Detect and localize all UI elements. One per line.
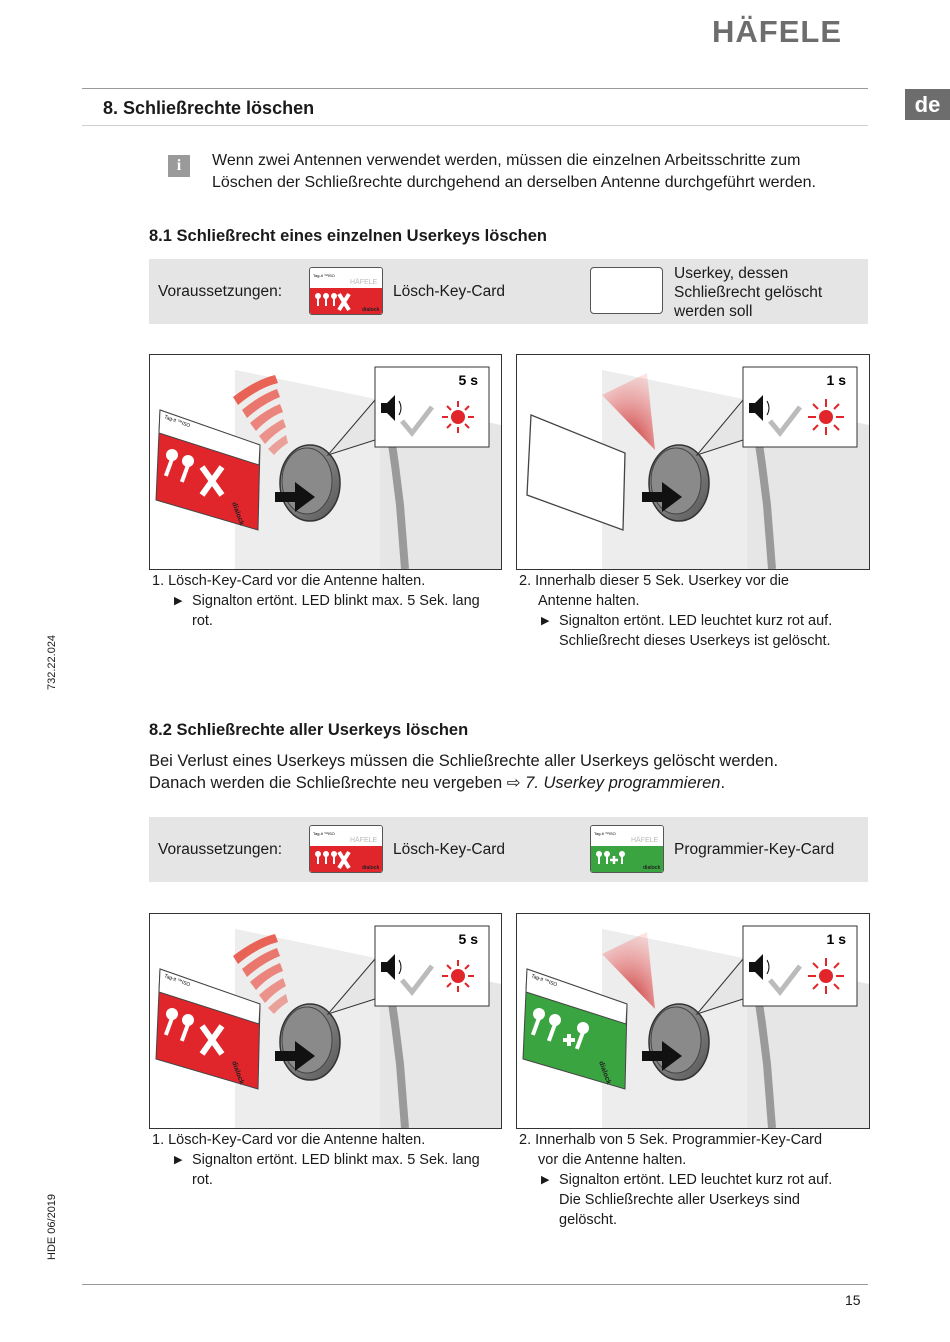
bullet-triangle-icon: ▶ [174,595,183,607]
section-rule [82,125,868,126]
card-brand-text: HÄFELE [350,837,378,844]
card-small-text: Tag-it ™ISO [163,973,191,989]
card-brand-text: HÄFELE [350,279,378,286]
card-small-text: Tag-it ™ISO [594,831,616,836]
bullet-triangle-icon: ▶ [174,1154,183,1166]
header-rule [82,88,868,89]
programming-key-card-thumb [590,825,664,873]
led-flash-icon [808,399,844,435]
prereq-card1-label: Lösch-Key-Card [393,841,505,858]
card-small-text: Tag-it ™ISO [313,273,335,278]
delete-key-card-thumb [309,825,383,873]
prereq-label: Voraussetzungen: [158,283,283,300]
subsection-8-1-title: 8.1 Schließrecht eines einzelnen Userkeys löschen [149,227,548,245]
prereq-card2-label: Userkey, dessen Schließrecht gelöscht werden soll [674,265,823,320]
card-small-text: Tag-it ™ISO [313,831,335,836]
card-dialock-text: dialock [230,1060,245,1086]
duration-label: 5 s [458,931,478,947]
side-date-code: HDE 06/2019 [46,1193,58,1260]
subsection-8-2-intro: Bei Verlust eines Userkeys müssen die Schließrechte aller Userkeys gelöscht werden. Danach werden die Schließrechte neu vergeben ⇨ 7. Userkey programmieren. [149,752,779,792]
bullet-triangle-icon: ▶ [541,615,550,627]
section-title: 8. Schließrechte löschen [103,98,315,118]
prereq-card1-label: Lösch-Key-Card [393,283,505,300]
card-brand-text: HÄFELE [631,837,659,844]
step2-8-1: 2. Innerhalb dieser 5 Sek. Userkey vor die Antenne halten. ▶ Signalton ertönt. LED leuchtet kurz rot auf. Schließrecht dieses Userkeys ist gelöscht. [519,573,833,649]
duration-label: 1 s [826,372,846,388]
figure-step1-8-1 [149,354,502,570]
side-article-code: 732.22.024 [46,634,58,690]
figure-step2-8-1 [516,354,870,570]
antenna-scene [150,914,501,1128]
bullet-triangle-icon: ▶ [541,1174,550,1186]
led-flash-icon [808,958,844,994]
delete-key-card-thumb [309,267,383,315]
step1-8-2: 1. Lösch-Key-Card vor die Antenne halten. ▶ Signalton ertönt. LED blinkt max. 5 Sek. lang rot. [152,1132,480,1188]
figure-step1-8-2 [149,913,502,1129]
card-dialock-text: dialock [230,501,245,527]
link-arrow-icon: ⇨ [506,774,521,792]
brand-logo: HÄFELE [712,14,842,49]
duration-label: 5 s [458,372,478,388]
footer-rule [82,1284,868,1285]
card-dialock-text: dialock [362,865,380,871]
card-dialock-text: dialock [597,1060,612,1086]
antenna-scene [517,914,869,1128]
card-small-text: Tag-it ™ISO [163,414,191,430]
prerequisites-bar-8-2 [149,817,868,882]
prereq-card2-label: Programmier-Key-Card [674,841,835,858]
userkey-card-thumb [590,267,663,314]
language-tab: de [905,89,950,120]
duration-label: 1 s [826,931,846,947]
antenna-scene [517,355,869,569]
step1-8-1: 1. Lösch-Key-Card vor die Antenne halten. ▶ Signalton ertönt. LED blinkt max. 5 Sek. lang rot. [152,573,480,629]
page-number: 15 [845,1292,861,1308]
card-small-text: Tag-it ™ISO [530,973,558,989]
prerequisites-bar-8-1 [149,259,868,324]
antenna-scene [150,355,501,569]
card-dialock-text: dialock [643,865,661,871]
subsection-8-2-title: 8.2 Schließrechte aller Userkeys löschen [149,721,469,739]
cross-reference-link: 7. Userkey programmieren [525,774,721,792]
prereq-label: Voraussetzungen: [158,841,283,858]
step2-8-2: 2. Innerhalb von 5 Sek. Programmier-Key-Card vor die Antenne halten. ▶ Signalton ertönt. LED leuchtet kurz rot auf. Die Schließrechte aller Userkeys sind gelöscht. [519,1132,833,1228]
info-note: Wenn zwei Antennen verwendet werden, müssen die einzelnen Arbeitsschritte zum Löschen der Schließrechte durchgehend an derselben Antenne durchgeführt werden. [212,152,816,191]
figure-step2-8-2 [516,913,870,1129]
card-dialock-text: dialock [362,307,380,313]
info-icon: i [168,155,190,177]
